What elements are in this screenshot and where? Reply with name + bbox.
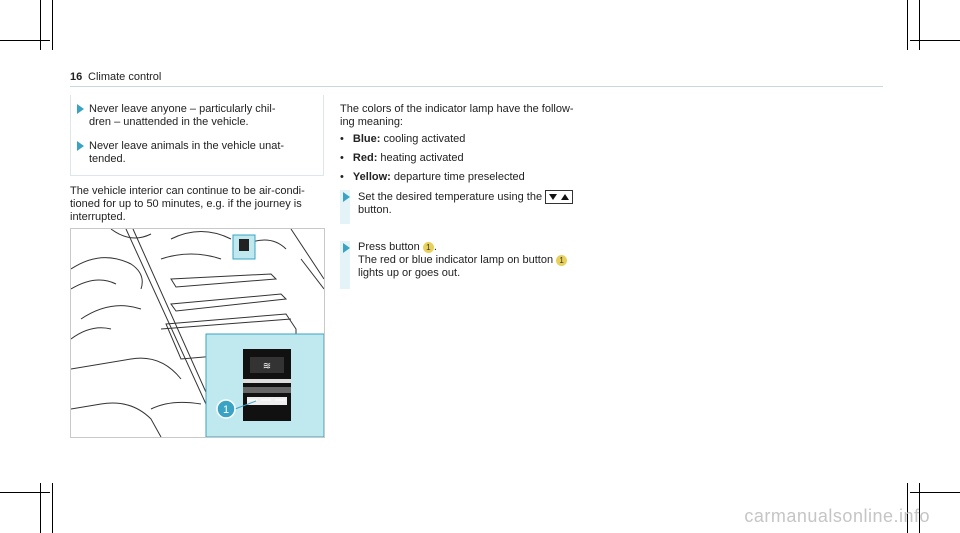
intro-line: The colors of the indicator lamp have the follow- xyxy=(340,103,574,115)
warning-item xyxy=(89,103,314,129)
crop-mark xyxy=(910,40,960,41)
warning-text-line: Never leave animals in the vehicle unat- xyxy=(89,140,285,152)
temperature-button-icon xyxy=(545,190,573,204)
crop-mark xyxy=(907,0,908,50)
crop-mark xyxy=(40,483,41,533)
crop-mark xyxy=(40,0,41,50)
page-number: 16 xyxy=(70,71,83,83)
warning-text-line: tended. xyxy=(89,153,126,165)
step-item xyxy=(340,241,610,289)
crop-mark xyxy=(52,0,53,50)
callout-number-icon: 1 xyxy=(423,242,434,253)
body-line: tioned for up to 50 minutes, e.g. if the journey is xyxy=(70,198,302,210)
step-text-line: button. xyxy=(358,204,392,216)
arrow-icon xyxy=(343,192,350,202)
bullet-label: Yellow: xyxy=(352,171,391,183)
bullet-icon: • xyxy=(340,133,344,145)
bullet-text: heating activated xyxy=(377,152,464,164)
bullet-item xyxy=(340,171,525,184)
arrow-icon xyxy=(77,104,84,114)
section-title: Climate control xyxy=(88,71,162,83)
step-text-line: . xyxy=(433,241,437,253)
body-line: The vehicle interior can continue to be air-condi- xyxy=(70,185,305,197)
callout-number-icon: 1 xyxy=(556,255,567,266)
svg-text:≋: ≋ xyxy=(262,361,272,372)
header-divider xyxy=(70,86,883,87)
step-text-line: lights up or goes out. xyxy=(358,267,461,279)
step-text-line: The red or blue indicator lamp on button xyxy=(358,254,554,266)
bullet-text: departure time preselected xyxy=(390,171,525,183)
bullet-text: cooling activated xyxy=(380,133,466,145)
warning-text-line: dren – unattended in the vehicle. xyxy=(89,116,249,128)
crop-mark xyxy=(52,483,53,533)
body-line: interrupted. xyxy=(70,211,126,223)
bullet-icon: • xyxy=(340,152,344,164)
intro-line: ing meaning: xyxy=(340,116,403,128)
crop-mark xyxy=(0,40,50,41)
warning-box xyxy=(70,95,324,176)
step-text-line: Set the desired temperature using the xyxy=(358,190,543,203)
bullet-label: Blue: xyxy=(352,133,381,145)
bullet-item xyxy=(340,133,465,146)
crop-mark xyxy=(0,492,50,493)
bullet-icon: • xyxy=(340,171,344,183)
bullet-label: Red: xyxy=(352,152,378,164)
callout-label: 1 xyxy=(222,404,230,416)
right-column xyxy=(340,103,600,279)
bullet-item xyxy=(340,152,464,165)
warning-item xyxy=(89,140,314,166)
crop-mark xyxy=(910,492,960,493)
step-text xyxy=(358,241,608,280)
arrow-icon xyxy=(77,141,84,151)
step-item xyxy=(340,190,610,224)
warning-text-line: Never leave anyone – particularly chil- xyxy=(89,103,276,115)
crop-mark xyxy=(919,0,920,50)
step-text xyxy=(358,190,608,217)
dashboard-illustration xyxy=(70,228,325,438)
watermark: carmanualsonline.info xyxy=(744,506,930,526)
arrow-icon xyxy=(343,243,350,253)
dashboard-drawing xyxy=(71,229,324,437)
bullet-list xyxy=(340,133,600,193)
body-paragraph xyxy=(70,185,330,224)
step-text-line: Press button xyxy=(358,241,420,253)
